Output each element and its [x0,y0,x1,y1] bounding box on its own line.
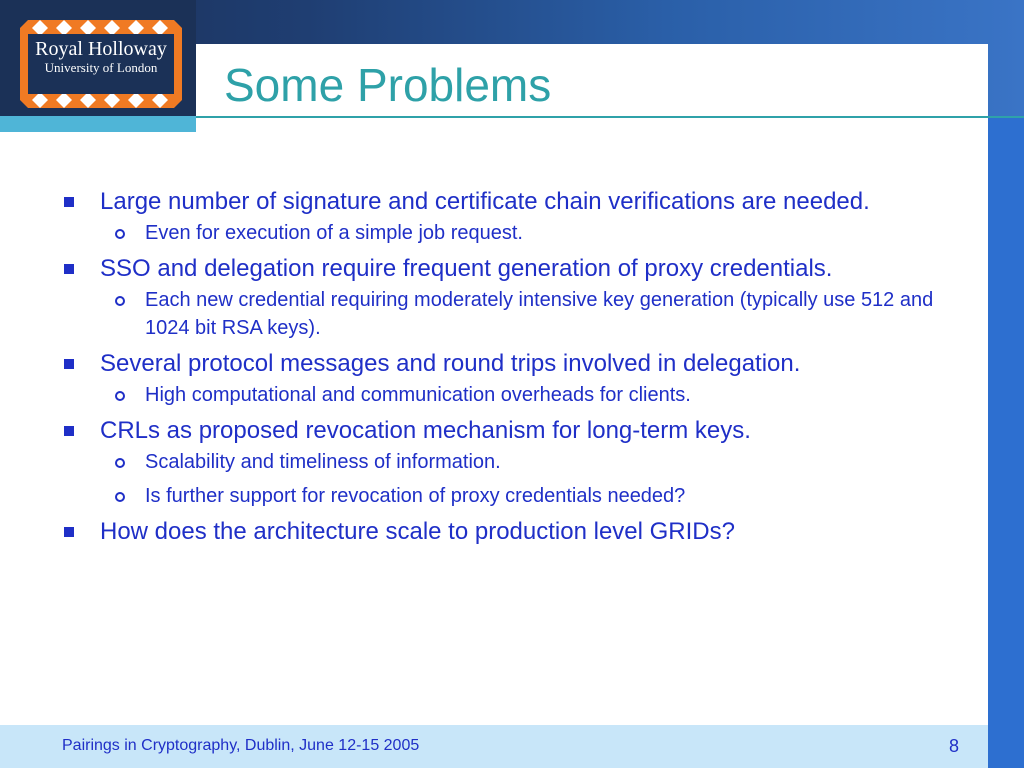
page-number: 8 [949,736,960,756]
sub-bullet-item [62,219,942,247]
sub-bullet-item [62,381,942,409]
sub-bullet-text: Is further support for revocation of proxy credentials needed? [145,485,686,507]
square-bullet-icon [64,359,74,369]
square-bullet-icon [64,426,74,436]
sub-bullet-text: Even for execution of a simple job request. [145,222,523,244]
logo-wordmark [20,38,182,76]
sub-bullet-text: Scalability and timeliness of information. [145,451,501,473]
logo-line-1: Royal Holloway [35,38,167,60]
bullet-item [62,186,942,218]
bullet-item [62,516,942,548]
bullet-list [62,186,942,548]
bullet-item [62,415,942,447]
bullet-text: Large number of signature and certificate chain verifications are needed. [100,188,870,215]
square-bullet-icon [64,527,74,537]
sub-bullet-text: High computational and communication overheads for clients. [145,384,691,406]
sub-bullet-text: Each new credential requiring moderately intensive key generation (typically use 512 and 1024 bit RSA keys). [145,289,934,339]
right-accent-bar [988,118,1024,768]
circle-bullet-icon [115,391,125,401]
bullet-item [62,253,942,285]
bullet-text: How does the architecture scale to production level GRIDs? [100,518,735,545]
square-bullet-icon [64,264,74,274]
footer-caption: Pairings in Cryptography, Dublin, June 12-15 2005 [62,737,420,754]
circle-bullet-icon [115,492,125,502]
bullet-item [62,348,942,380]
sub-bullet-item [62,286,942,342]
circle-bullet-icon [115,458,125,468]
logo-line-2: University of London [44,60,158,75]
sub-bullet-item [62,482,942,510]
title-divider [196,116,1024,118]
slide-title: Some Problems [224,59,552,111]
sub-bullet-item [62,448,942,476]
left-accent-bar [0,116,196,132]
square-bullet-icon [64,197,74,207]
bullet-text: Several protocol messages and round trips involved in delegation. [100,350,801,377]
bullet-text: SSO and delegation require frequent generation of proxy credentials. [100,255,833,282]
circle-bullet-icon [115,229,125,239]
bullet-text: CRLs as proposed revocation mechanism for long-term keys. [100,417,751,444]
circle-bullet-icon [115,296,125,306]
